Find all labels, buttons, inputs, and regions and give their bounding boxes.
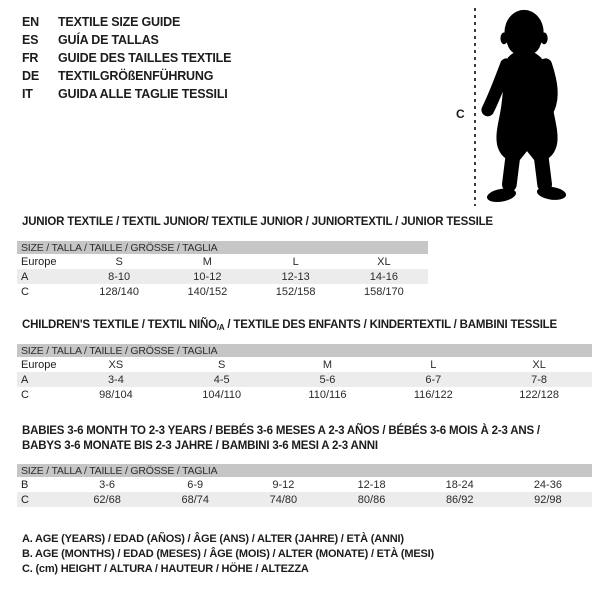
cell: L (292, 255, 299, 268)
cell: 80/86 (327, 492, 415, 507)
babies-title-line2: BABYS 3-6 MONATE BIS 2-3 JAHRE / BAMBINI 3-6 MESI A 2-3 ANNI (22, 440, 378, 452)
lang-row-de (22, 67, 231, 85)
lang-label-it: GUIDA ALLE TAGLIE TESSILI (58, 87, 228, 101)
height-measure-dashed-line (474, 8, 476, 206)
children-title-sub: /A (216, 323, 225, 332)
cell: 10-12 (163, 269, 251, 284)
babies-title-line1: BABIES 3-6 MONTH TO 2-3 YEARS / BEBÉS 3-6 MESES A 2-3 AÑOS / BÉBÉS 3-6 MOIS À 2-3 ANS / (22, 425, 540, 437)
row-label: A (17, 372, 63, 387)
lang-label-en: TEXTILE SIZE GUIDE (58, 15, 181, 29)
cell: XL (532, 358, 546, 371)
cell: 8-10 (75, 269, 163, 284)
cell: 7-8 (486, 372, 592, 387)
children-size-table (17, 344, 592, 402)
cell: 62/68 (63, 492, 151, 507)
language-title-block (22, 13, 231, 103)
babies-table-title (22, 424, 540, 454)
footnote-b: B. AGE (MONTHS) / EDAD (MESES) / ÂGE (MOIS) / ALTER (MONATE) / ETÀ (MESI) (22, 548, 434, 560)
cell: 122/128 (519, 388, 559, 401)
cell: 86/92 (416, 492, 504, 507)
row-label: A (17, 269, 75, 284)
table-row (17, 284, 428, 299)
cell: 68/74 (151, 492, 239, 507)
table-row (17, 387, 592, 402)
children-table-title (22, 319, 557, 332)
row-label: Europe (21, 255, 57, 268)
lang-row-it (22, 85, 231, 103)
table-row (17, 357, 592, 372)
cell: 158/170 (363, 285, 404, 298)
cell: 3-4 (63, 372, 169, 387)
lang-row-es (22, 31, 231, 49)
measure-footnotes (22, 532, 434, 577)
cell: 12-18 (357, 478, 386, 491)
babies-size-table (17, 464, 592, 507)
cell: 6-7 (380, 372, 486, 387)
lang-label-es: GUÍA DE TALLAS (58, 33, 159, 47)
cell: 12-13 (252, 269, 340, 284)
size-header-label: SIZE / TALLA / TAILLE / GRÖSSE / TAGLIA (17, 464, 592, 477)
footnote-a: A. AGE (YEARS) / EDAD (AÑOS) / ÂGE (ANS) / ALTER (JAHRE) / ETÀ (ANNI) (22, 533, 404, 545)
table-header-row (17, 464, 592, 477)
table-header-row (17, 241, 428, 254)
cell: M (322, 358, 333, 371)
cell: S (218, 358, 226, 371)
table-row (17, 254, 428, 269)
row-label: B (21, 478, 29, 491)
row-label: C (21, 388, 29, 401)
cell: 14-16 (340, 269, 428, 284)
cell: 74/80 (239, 492, 327, 507)
lang-label-fr: GUIDE DES TAILLES TEXTILE (58, 51, 232, 65)
table-row (17, 372, 592, 387)
cell: 116/122 (413, 388, 453, 401)
cell: 9-12 (272, 478, 295, 491)
cell: 140/152 (187, 285, 228, 298)
row-label: Europe (21, 358, 57, 371)
lang-code-fr: FR (22, 51, 39, 65)
table-row (17, 477, 592, 492)
table-header-row (17, 344, 592, 357)
cell: 110/116 (308, 388, 347, 401)
size-header-label: SIZE / TALLA / TAILLE / GRÖSSE / TAGLIA (17, 241, 428, 254)
cell: 92/98 (504, 492, 592, 507)
cell: L (430, 358, 437, 371)
cell: XS (108, 358, 124, 371)
table-row (17, 492, 592, 507)
lang-row-en (22, 13, 231, 31)
row-label: C (21, 285, 29, 298)
cell: 3-6 (99, 478, 116, 491)
cell: 4-5 (169, 372, 275, 387)
cell: 152/158 (275, 285, 316, 298)
cell: 6-9 (187, 478, 204, 491)
cell: 18-24 (445, 478, 474, 491)
lang-label-de: TEXTILGRÖßENFÜHRUNG (58, 69, 214, 83)
junior-table-title: JUNIOR TEXTILE / TEXTIL JUNIOR/ TEXTILE JUNIOR / JUNIORTEXTIL / JUNIOR TESSILE (22, 216, 493, 228)
cell: XL (377, 255, 391, 268)
cell: 98/104 (99, 388, 133, 401)
row-label: C (17, 492, 63, 507)
junior-size-table (17, 241, 428, 299)
cell: 104/110 (202, 388, 242, 401)
footnote-c: C. (cm) HEIGHT / ALTURA / HAUTEUR / HÖHE / ALTEZZA (22, 563, 309, 575)
lang-code-en: EN (22, 15, 39, 29)
children-title-prefix: CHILDREN'S TEXTILE / TEXTIL NIÑO (22, 319, 217, 331)
size-header-label: SIZE / TALLA / TAILLE / GRÖSSE / TAGLIA (17, 344, 592, 357)
height-measure-label: C (456, 107, 465, 121)
children-title-suffix: / TEXTILE DES ENFANTS / KINDERTEXTIL / BAMBINI TESSILE (224, 319, 557, 331)
cell: S (115, 255, 123, 268)
lang-code-es: ES (22, 33, 39, 47)
cell: 5-6 (275, 372, 381, 387)
lang-row-fr (22, 49, 231, 67)
toddler-silhouette (479, 6, 575, 206)
table-row (17, 269, 428, 284)
cell: M (202, 255, 212, 268)
cell: 24-36 (533, 478, 562, 491)
lang-code-it: IT (22, 87, 33, 101)
cell: 128/140 (99, 285, 139, 298)
lang-code-de: DE (22, 69, 39, 83)
